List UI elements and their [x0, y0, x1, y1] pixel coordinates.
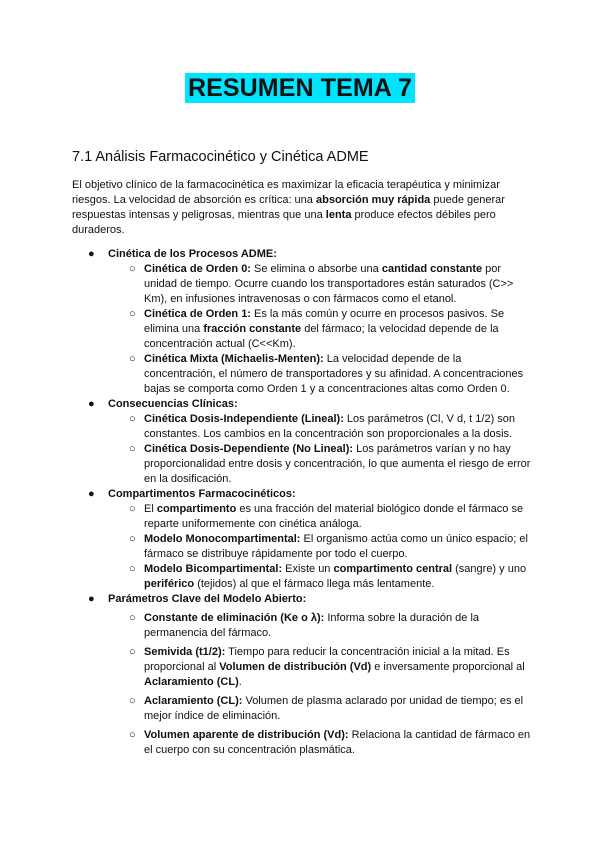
- bold-text: cantidad constante: [381, 263, 483, 275]
- bold-text: Modelo Monocompartimental:: [144, 533, 301, 545]
- outline-section-title: Cinética de los Procesos ADME:: [108, 248, 277, 260]
- bold-text: Cinética Mixta (Michaelis-Menten):: [144, 353, 324, 365]
- list-item: [108, 611, 532, 641]
- text-run: Tiempo para reducir la concentración inicial a la mitad. Es proporcional al: [144, 646, 510, 673]
- text-run: El objetivo clínico de la farmacocinética es maximizar la eficacia terapéutica y minimizar riesgos. La velocidad de absorción es crítica: una: [72, 179, 500, 206]
- text-run: (sangre) y uno: [452, 563, 527, 575]
- text-run: La velocidad depende de la concentración, el número de transportadores y su afinidad. A concentraciones bajas se comporta como Orden 1 y a concentraciones altas como Orden 0.: [144, 353, 524, 395]
- bold-text: lenta: [325, 209, 352, 221]
- bold-text: Cinética Dosis-Dependiente (No Lineal):: [144, 443, 354, 455]
- text-run: El organismo actúa como un único espacio; el fármaco se distribuye rápidamente por todo el cuerpo.: [144, 533, 528, 560]
- text-run: (tejidos) al que el fármaco llega más lentamente.: [194, 578, 435, 590]
- list-item: [108, 412, 532, 442]
- bullet-icon: ●: [88, 398, 95, 410]
- bold-text: Cinética de Orden 1:: [144, 308, 251, 320]
- sub-list: [108, 412, 532, 487]
- page-title: RESUMEN TEMA 7: [185, 73, 415, 103]
- bold-text: Volumen de distribución (Vd): [219, 661, 372, 673]
- sub-bullet-icon: ○: [129, 503, 136, 515]
- sub-list: [108, 611, 532, 758]
- list-item: [108, 442, 532, 487]
- text-run: .: [238, 676, 242, 688]
- bold-text: Volumen aparente de distribución (Vd):: [144, 729, 349, 741]
- text-run: Se elimina o absorbe una: [250, 263, 382, 275]
- sub-bullet-icon: ○: [129, 443, 136, 455]
- list-item: [108, 645, 532, 690]
- bullet-icon: ●: [88, 593, 95, 605]
- outline-section-title: Consecuencias Clínicas:: [108, 398, 238, 410]
- bold-text: fracción constante: [203, 323, 302, 335]
- list-item: [108, 562, 532, 592]
- text-run: Relaciona la cantidad de fármaco en el cuerpo con su concentración plasmática.: [144, 729, 531, 756]
- sub-bullet-icon: ○: [129, 308, 136, 320]
- text-run: Los parámetros varían y no hay proporcionalidad entre dosis y concentración, lo que aumenta el riesgo de error en la dosificación.: [144, 443, 531, 485]
- outline-section: [72, 592, 532, 758]
- sub-bullet-icon: ○: [129, 413, 136, 425]
- sub-list: [108, 262, 532, 397]
- text-run: Es la más común y ocurre en procesos pasivos. Se elimina una: [144, 308, 505, 335]
- bold-text: periférico: [144, 578, 195, 590]
- bold-text: Modelo Bicompartimental:: [144, 563, 283, 575]
- text-run: Los parámetros (Cl, V d, t 1/2) son constantes. Los cambios en la concentración son proporcionales a la dosis.: [144, 413, 516, 440]
- outline-section: [72, 247, 532, 397]
- intro-paragraph: [72, 178, 532, 238]
- bold-text: Aclaramiento (CL):: [144, 695, 243, 707]
- list-item: [108, 502, 532, 532]
- text-run: Existe un: [282, 563, 334, 575]
- text-run: puede generar respuestas intensas y peligrosas, mientras que una: [72, 194, 505, 221]
- sub-bullet-icon: ○: [129, 533, 136, 545]
- text-run: es una fracción del material biológico donde el fármaco se reparte uniformemente con cinética análoga.: [144, 503, 524, 530]
- text-run: Informa sobre la duración de la permanencia del fármaco.: [144, 612, 480, 639]
- section-heading: 7.1 Análisis Farmacocinético y Cinética ADME: [72, 149, 369, 165]
- text-run: por unidad de tiempo. Ocurre cuando los transportadores están saturados (C>> Km), en infusiones intravenosas o con fármacos como el etanol.: [144, 263, 514, 305]
- bold-text: absorción muy rápida: [315, 194, 431, 206]
- bold-text: Semivida (t1/2):: [144, 646, 226, 658]
- bold-text: Aclaramiento (CL): [144, 676, 239, 688]
- bullet-icon: ●: [88, 248, 95, 260]
- bullet-icon: ●: [88, 488, 95, 500]
- text-run: e inversamente proporcional al: [371, 661, 525, 673]
- sub-bullet-icon: ○: [129, 695, 136, 707]
- list-item: [108, 532, 532, 562]
- list-item: [108, 694, 532, 724]
- sub-bullet-icon: ○: [129, 612, 136, 624]
- text-run: El: [144, 503, 157, 515]
- sub-bullet-icon: ○: [129, 263, 136, 275]
- sub-bullet-icon: ○: [129, 646, 136, 658]
- text-run: Volumen de plasma aclarado por unidad de tiempo; es el mejor índice de eliminación.: [144, 695, 524, 722]
- list-item: [108, 352, 532, 397]
- list-item: [108, 728, 532, 758]
- list-item: [108, 307, 532, 352]
- bold-text: compartimento central: [333, 563, 453, 575]
- bold-text: Cinética de Orden 0:: [144, 263, 251, 275]
- bold-text: Constante de eliminación (Ke o λ):: [144, 612, 325, 624]
- sub-bullet-icon: ○: [129, 729, 136, 741]
- title-wrap: [72, 0, 528, 105]
- text-run: produce efectos débiles pero duraderos.: [72, 209, 496, 236]
- sub-bullet-icon: ○: [129, 563, 136, 575]
- outline-section-title: Compartimentos Farmacocinéticos:: [108, 488, 296, 500]
- sub-list: [108, 502, 532, 592]
- list-item: [108, 262, 532, 307]
- bold-text: Cinética Dosis-Independiente (Lineal):: [144, 413, 344, 425]
- sub-bullet-icon: ○: [129, 353, 136, 365]
- outline-list: [72, 247, 532, 758]
- bold-text: compartimento: [156, 503, 237, 515]
- outline-section: [72, 487, 532, 592]
- text-run: del fármaco; la velocidad depende de la concentración actual (C<<Km).: [144, 323, 499, 350]
- outline-section: [72, 397, 532, 487]
- outline-section-title: Parámetros Clave del Modelo Abierto:: [108, 593, 307, 605]
